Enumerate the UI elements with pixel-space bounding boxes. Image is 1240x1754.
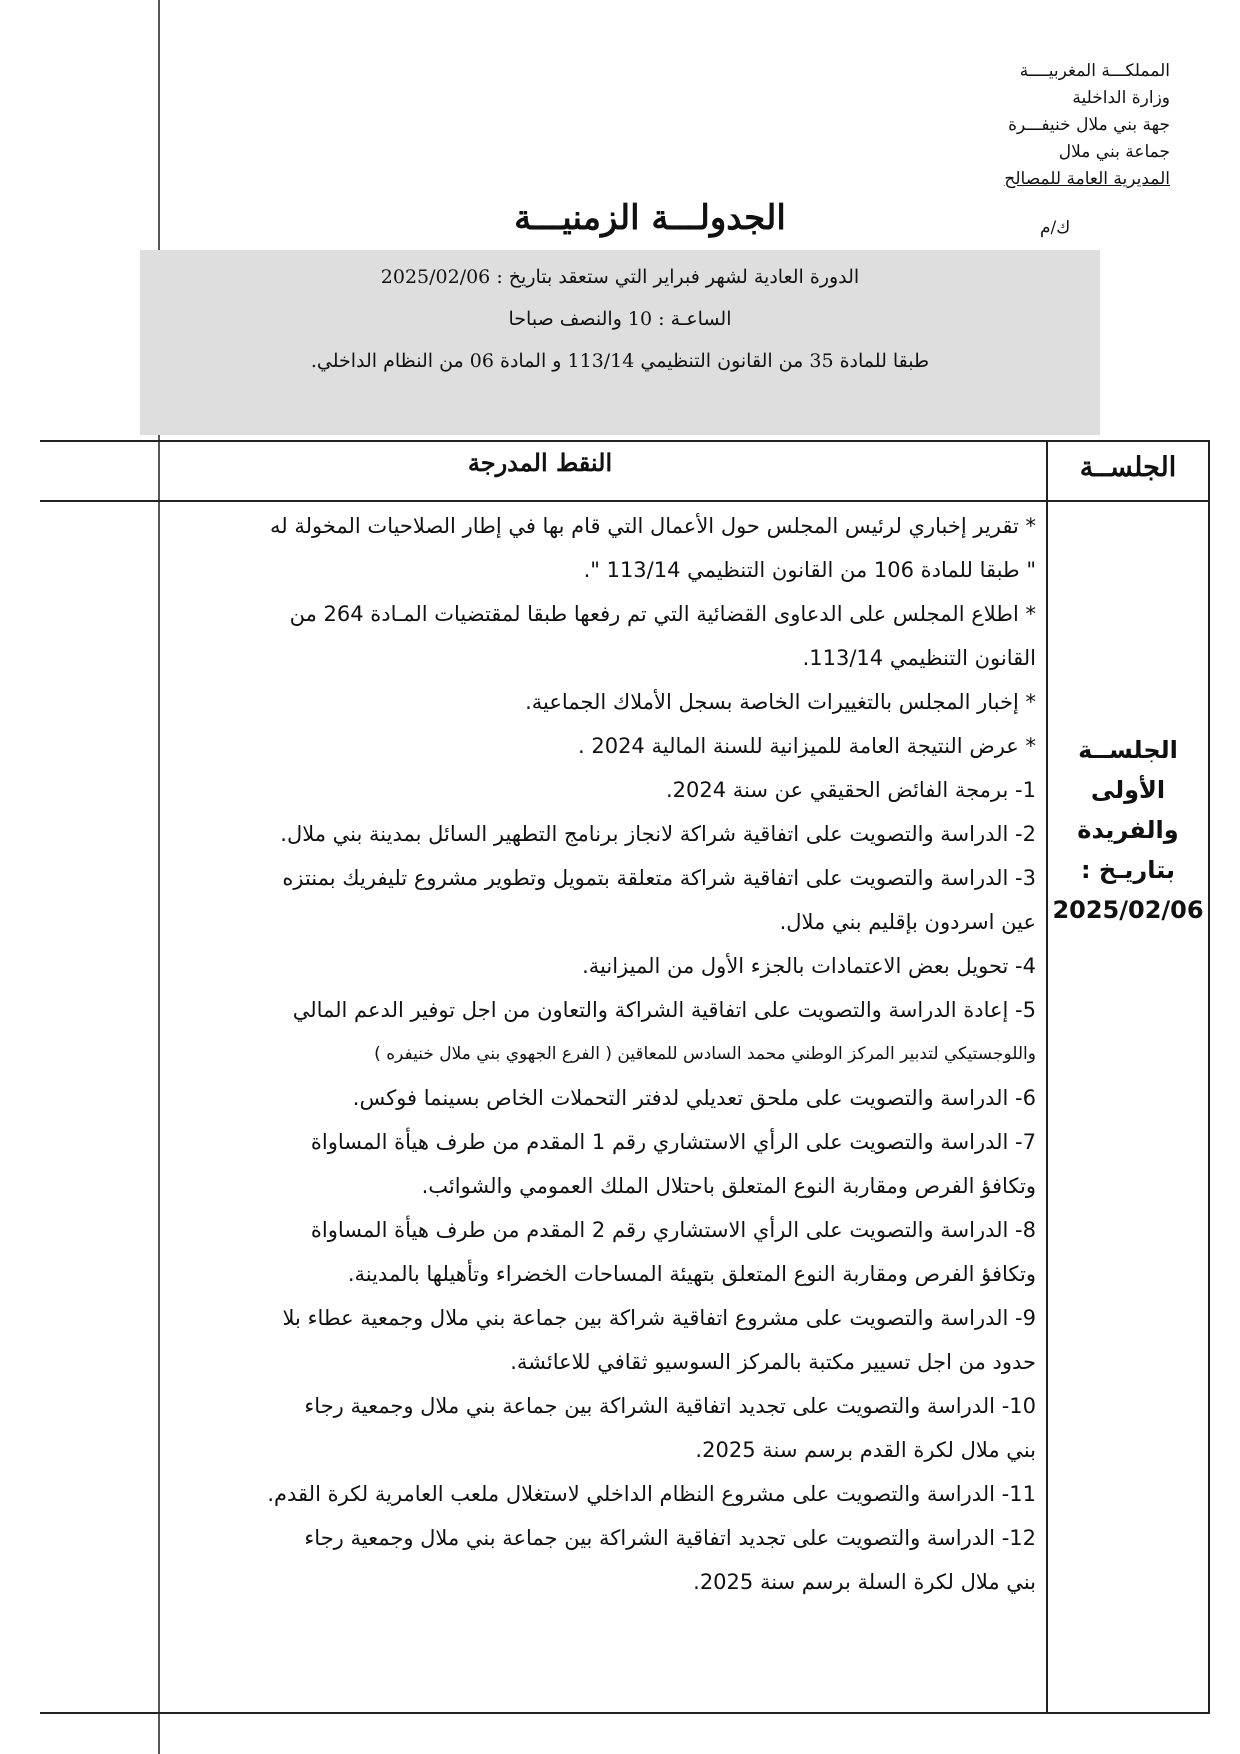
letterhead (840, 58, 1170, 193)
agenda-line: 8- الدراسة والتصويت على الرأي الاستشاري رقم 2 المقدم من طرف هيأة المساواة (310, 1218, 1036, 1242)
table-header-divider (40, 500, 1210, 502)
column-header-session: الجلســة (1079, 452, 1177, 483)
agenda-line: 5- إعادة الدراسة والتصويت على اتفاقية الشراكة والتعاون من اجل توفير الدعم المالي (292, 998, 1036, 1022)
reference-code: ك/م (1040, 218, 1071, 238)
agenda-line: وتكافؤ الفرص ومقاربة النوع المتعلق باحتلال الملك العمومي والشوائب. (421, 1174, 1036, 1198)
agenda-line: * عرض النتيجة العامة للميزانية للسنة المالية 2024 . (577, 734, 1036, 758)
meeting-time-line: الساعـة : 10 والنصف صباحا (508, 308, 732, 330)
agenda-line: بني ملال لكرة السلة برسم سنة 2025. (693, 1570, 1036, 1594)
agenda-line: 4- تحويل بعض الاعتمادات بالجزء الأول من الميزانية. (582, 954, 1036, 978)
agenda-line: 12- الدراسة والتصويت على تجديد اتفاقية الشراكة بين جماعة بني ملال وجمعية رجاء (304, 1526, 1036, 1550)
table-column-divider (1046, 440, 1048, 1712)
agenda-line: وتكافؤ الفرص ومقاربة النوع المتعلق بتهيئة المساحات الخضراء وتأهيلها بالمدينة. (347, 1262, 1036, 1286)
session-only: والفريدة (1077, 816, 1179, 844)
agenda-line: 6- الدراسة والتصويت على ملحق تعديلي لدفتر التحملات الخاص بسينما فوكس. (352, 1086, 1036, 1110)
agenda-line: * إخبار المجلس بالتغييرات الخاصة بسجل الأملاك الجماعية. (525, 690, 1036, 714)
agenda-line: 11- الدراسة والتصويت على مشروع النظام الداخلي لاستغلال ملعب العامرية لكرة القدم. (267, 1482, 1036, 1506)
document-title: الجدولـــة الزمنيـــة (514, 198, 786, 238)
agenda-line: 10- الدراسة والتصويت على تجديد اتفاقية الشراكة بين جماعة بني ملال وجمعية رجاء (304, 1394, 1036, 1418)
letterhead-directorate: المديرية العامة للمصالح (1004, 169, 1170, 189)
letterhead-region: جهة بني ملال خنيفـــرة (1008, 115, 1170, 135)
agenda-line: * تقرير إخباري لرئيس المجلس حول الأعمال التي قام بها في إطار الصلاحيات المخولة له (269, 514, 1036, 538)
agenda-line: واللوجستيكي لتدبير المركز الوطني محمد السادس للمعاقين ( الفرع الجهوي بني ملال خنيفره ) (374, 1044, 1036, 1064)
agenda-items (56, 504, 1036, 1604)
letterhead-commune: جماعة بني ملال (1058, 142, 1170, 162)
meeting-info (140, 256, 1100, 382)
session-date: 2025/02/06 (1052, 896, 1204, 924)
letterhead-kingdom: المملكـــة المغربيــــة (1019, 61, 1170, 81)
session-date-label: بتاريـخ : (1080, 856, 1176, 884)
agenda-line: حدود من اجل تسيير مكتبة بالمركز السوسيو ثقافي للاعائشة. (510, 1350, 1036, 1374)
agenda-line: 3- الدراسة والتصويت على اتفاقية شراكة متعلقة بتمويل وتطوير مشروع تليفريك بمنتزه (282, 866, 1036, 890)
agenda-line: 7- الدراسة والتصويت على الرأي الاستشاري رقم 1 المقدم من طرف هيأة المساواة (310, 1130, 1036, 1154)
agenda-line: " طبقا للمادة 106 من القانون التنظيمي 113/14 ". (583, 558, 1036, 582)
agenda-line: 1- برمجة الفائض الحقيقي عن سنة 2024. (665, 778, 1036, 802)
column-header-points: النقط المدرجة (467, 448, 613, 477)
agenda-line: 2- الدراسة والتصويت على اتفاقية شراكة لانجاز برنامج التطهير السائل بمدينة بني ملال. (280, 822, 1036, 846)
session-first: الأولى (1090, 776, 1166, 804)
agenda-line: 9- الدراسة والتصويت على مشروع اتفاقية شراكة بين جماعة بني ملال وجمعية عطاء بلا (282, 1306, 1036, 1330)
agenda-line: بني ملال لكرة القدم برسم سنة 2025. (695, 1438, 1036, 1462)
session-cell (1050, 730, 1206, 930)
agenda-line: القانون التنظيمي 113/14. (802, 646, 1036, 670)
meeting-legal-basis-line: طبقا للمادة 35 من القانون التنظيمي 113/14 و المادة 06 من النظام الداخلي. (310, 350, 930, 372)
letterhead-ministry: وزارة الداخلية (1072, 88, 1170, 108)
agenda-line: * اطلاع المجلس على الدعاوى القضائية التي تم رفعها طبقا لمقتضيات المـادة 264 من (289, 602, 1036, 626)
session-label: الجلســة (1078, 736, 1178, 764)
meeting-session-line: الدورة العادية لشهر فبراير التي ستعقد بتاريخ : 2025/02/06 (380, 266, 860, 288)
agenda-line: عين اسردون بإقليم بني ملال. (779, 910, 1036, 934)
